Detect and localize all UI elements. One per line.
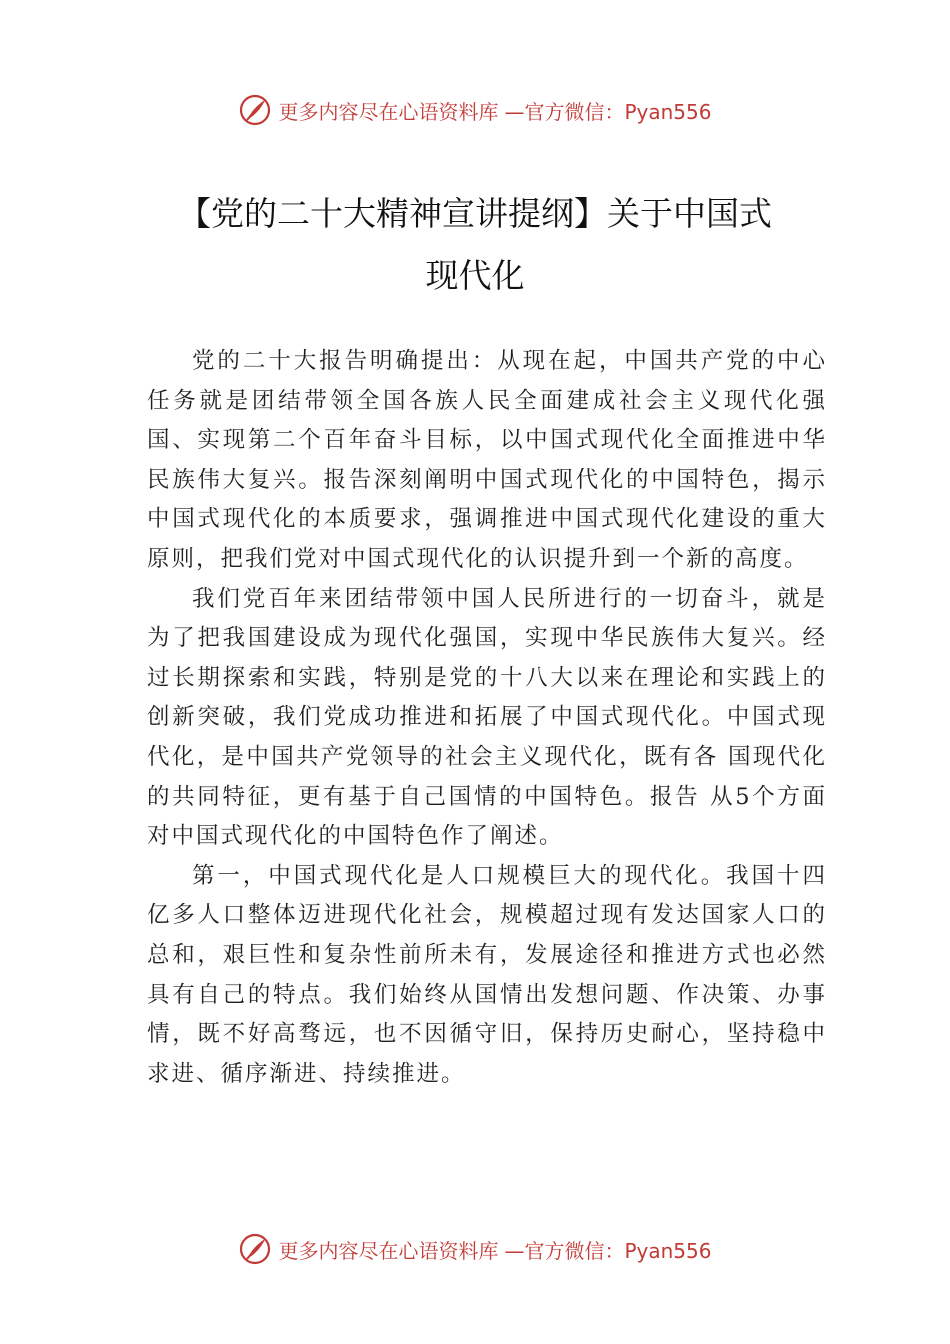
watermark-main-text: 更多内容尽在心语资料库 xyxy=(278,1238,499,1263)
quill-pen-icon xyxy=(238,93,272,127)
paragraph: 我们党百年来团结带领中国人民所进行的一切奋斗，就是为了把我国建设成为现代化强国，实现中华民族伟大复兴。经过长期探索和实践，特别是党的十八大以来在理论和实践上的创新突破，我们党成功推进和拓展了中国式现代化。中国式现代化，是中国共产党领导的社会主义现代化，既有各 国现代化的共同特征，更有基于自己国情的中国特色。报告 从5个方面对中国式现代化的中国特色作了阐述。 xyxy=(147,585,827,850)
quill-pen-icon xyxy=(238,1232,272,1266)
watermark-footer xyxy=(0,1232,950,1266)
title-line-1: 【党的二十大精神宣讲提纲】关于中国式 xyxy=(178,194,772,233)
watermark-main-text: 更多内容尽在心语资料库 xyxy=(278,99,499,124)
document-body xyxy=(147,342,827,1094)
document-title xyxy=(140,183,810,307)
watermark-header xyxy=(0,93,950,127)
paragraph: 第一，中国式现代化是人口规模巨大的现代化。我国十四亿多人口整体迈进现代化社会，规模超过现有发达国家人口的总和，艰巨性和复杂性前所未有，发展途径和推进方式也必然具有自己的特点。我们始终从国情出发想问题、作决策、办事情，既不好高骛远，也不因循守旧，保持历史耐心，坚持稳中求进、循序渐进、持续推进。 xyxy=(147,862,827,1087)
title-line-2: 现代化 xyxy=(425,256,525,295)
watermark-contact-text: —官方微信：Pyan556 xyxy=(504,99,712,124)
paragraph: 党的二十大报告明确提出：从现在起，中国共产党的中心任务就是团结带领全国各族人民全面建成社会主义现代化强国、实现第二个百年奋斗目标，以中国式现代化全面推进中华民族伟大复兴。报告深刻阐明中国式现代化的中国特色，揭示中国式现代化的本质要求，强调推进中国式现代化建设的重大原则，把我们党对中国式现代化的认识提升到一个新的高度。 xyxy=(147,348,827,572)
watermark-contact-text: —官方微信：Pyan556 xyxy=(504,1238,712,1263)
